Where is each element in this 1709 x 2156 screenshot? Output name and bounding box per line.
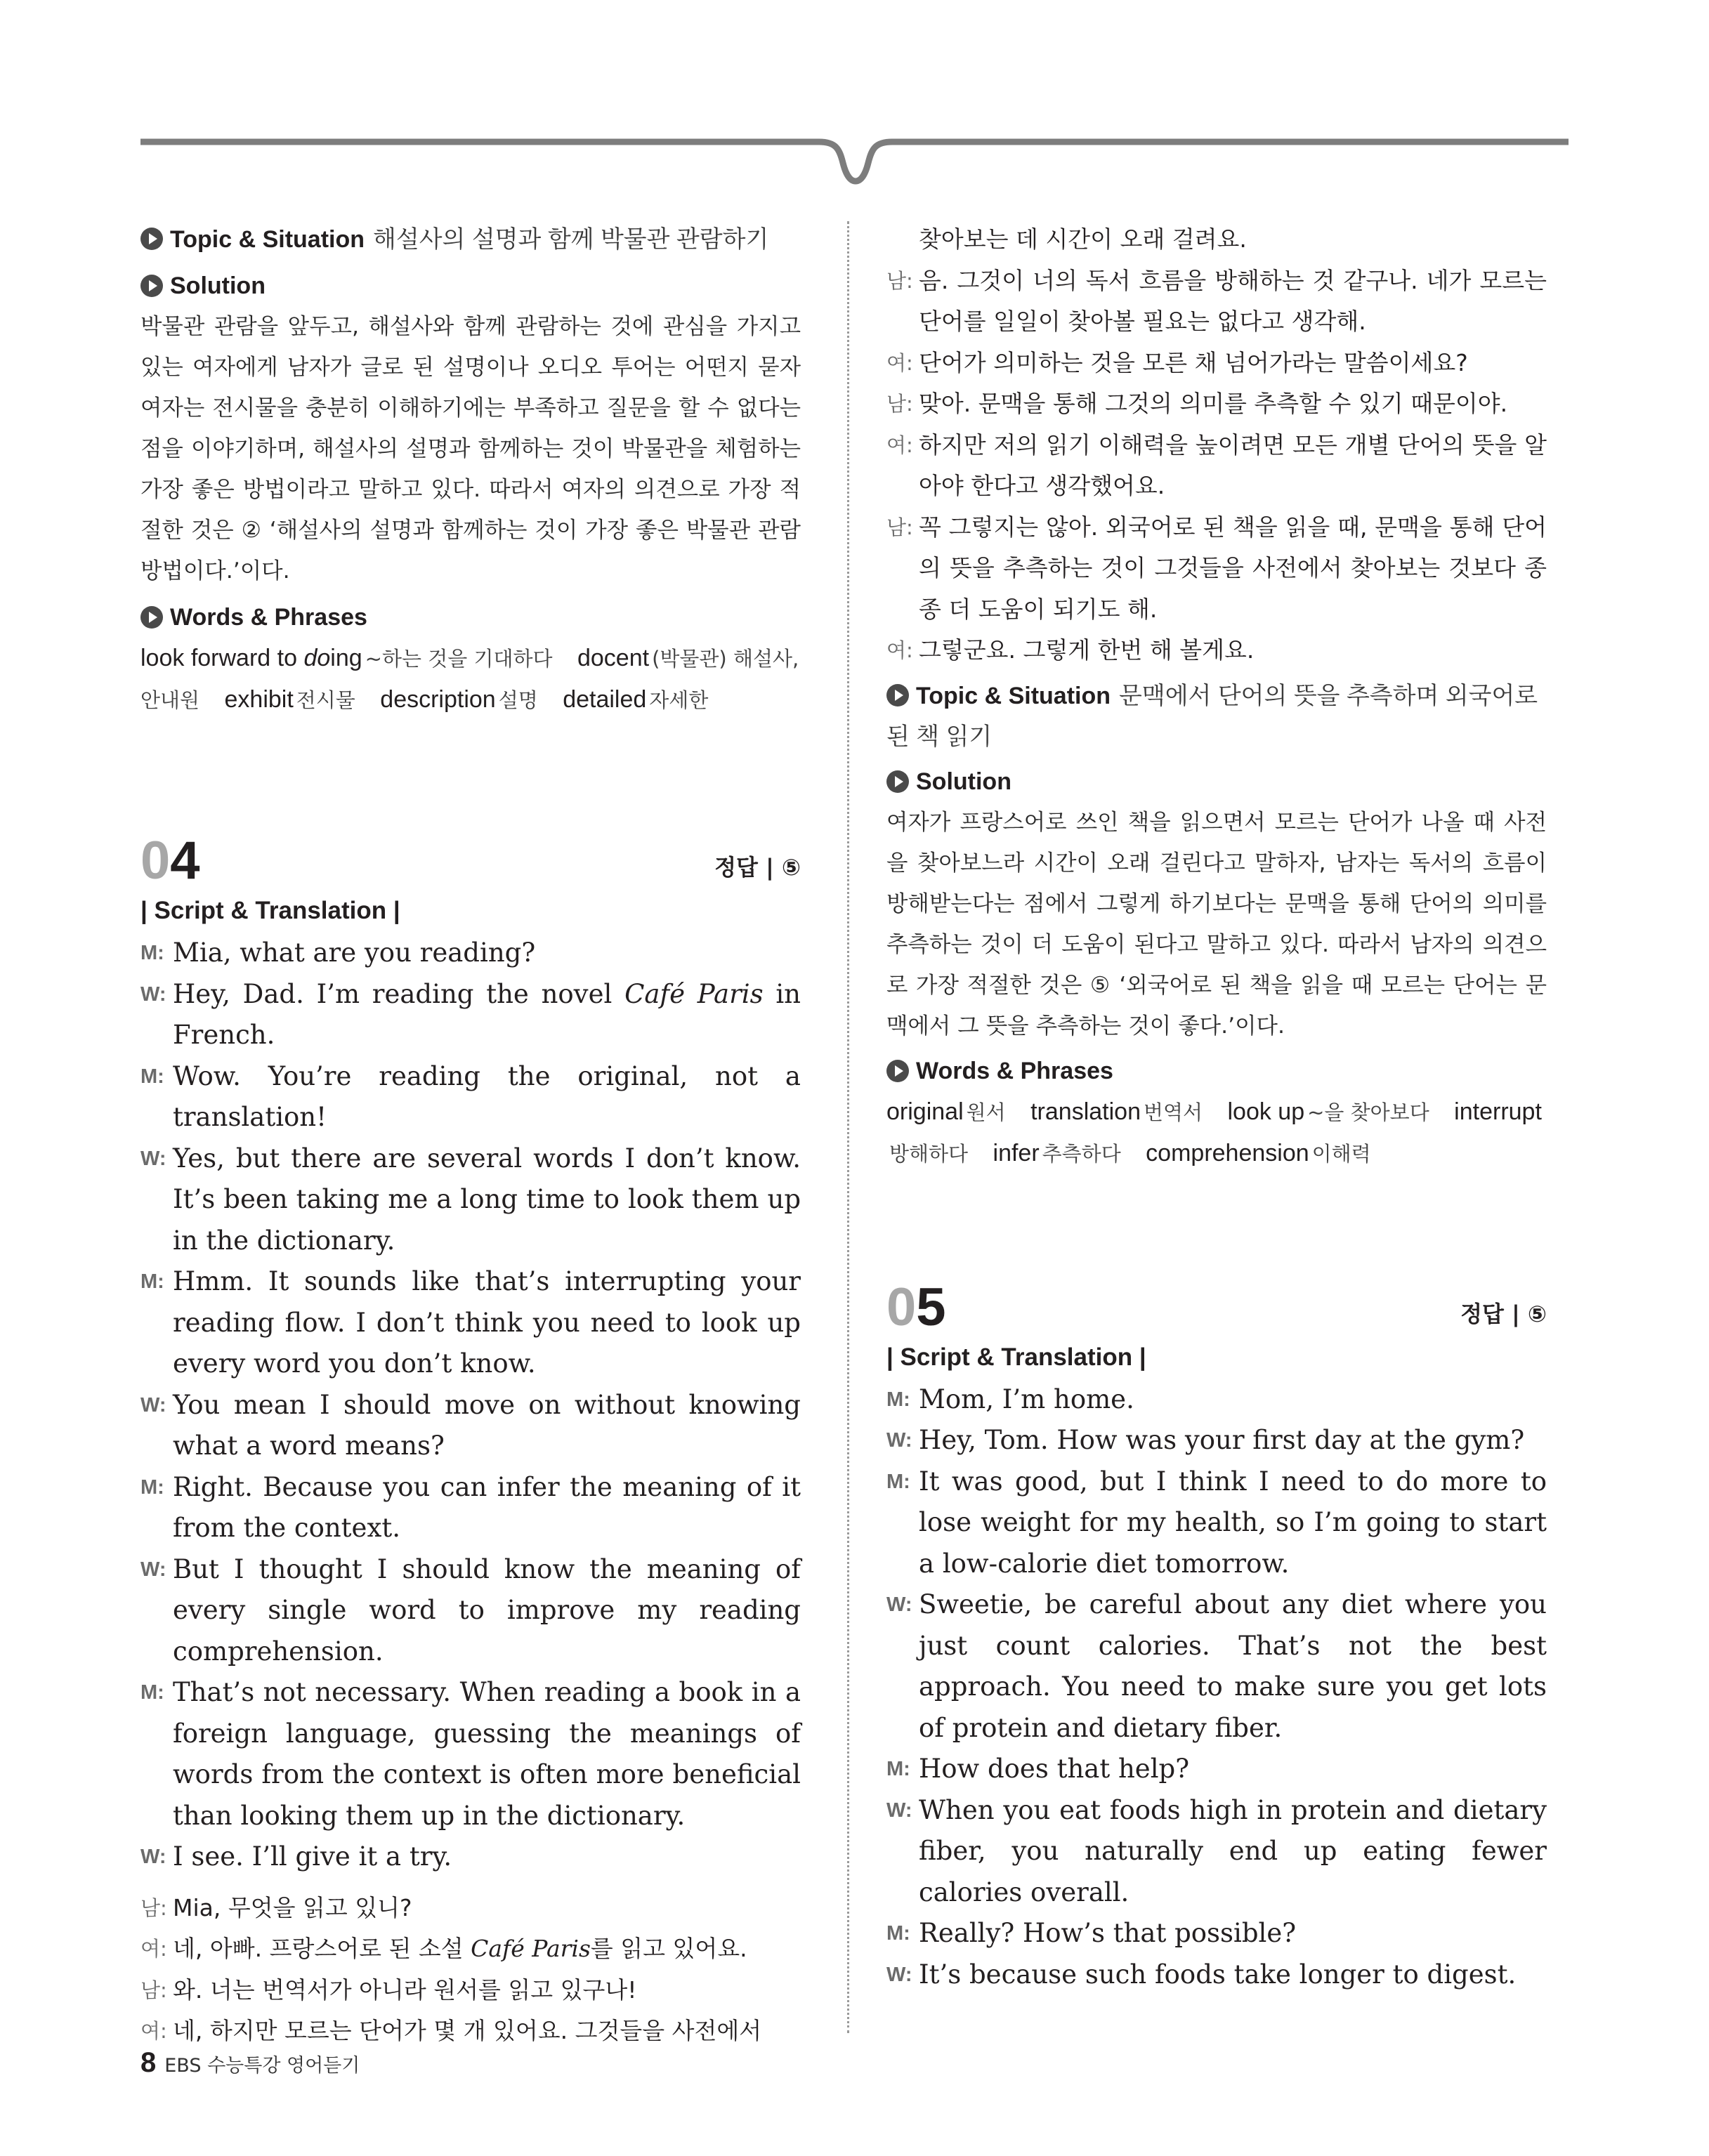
q4-topic-text: 문맥에서 단어의 뜻을 추측하며 외국어로 된 책 읽기 — [886, 682, 1538, 750]
q3-words-label: Words & Phrases — [170, 604, 367, 631]
dialogue-line: M: Mom, I’m home. — [886, 1383, 1134, 1414]
q4-word-4-en: interrupt — [1454, 1098, 1542, 1125]
q5-answer: 정답 | ⑤ — [1460, 1300, 1547, 1327]
dialogue-line: W: I see. I’ll give it a try. — [140, 1841, 452, 1872]
q4-solution-label: Solution — [916, 768, 1011, 795]
right-column — [886, 219, 1547, 1995]
dialogue-line: W: You mean I should move on without knowing what a word means? — [140, 1389, 801, 1461]
dialogue-line: M: Right. Because you can infer the meaning of it from the context. — [140, 1471, 801, 1543]
q4-topic-label: Topic & Situation — [916, 682, 1111, 709]
dialogue-line: M: That’s not necessary. When reading a book in a foreign language, guessing the meanings of words from the context is often more beneficial than looking them up in the dictionary. — [140, 1677, 801, 1831]
q3-topic — [140, 219, 801, 260]
left-column — [140, 219, 801, 2052]
q3-solution-text: 박물관 관람을 앞두고, 해설사와 함께 관람하는 것에 관심을 가지고 있는 여자에게 남자가 글로 된 설명이나 오디오 투어는 어떤지 묻자 여자는 전시물을 충분히 이해하기에는 부족하고 질문을 할 수 없다는 점을 이야기하며, 해설사의 설명과 함께하는 것이 박물관을 체험하는 가장 좋은 방법이라고 말하고 있다. 따라서 여자의 의견으로 가장 적절한 것은 ② ‘해설사의 설명과 함께하는 것이 가장 좋은 박물관 관람 방법이다.’이다. — [140, 314, 801, 584]
page-footer — [140, 2047, 360, 2079]
dialogue-line: M: It was good, but I think I need to do more to lose weight for my health, so I’m going to start a low-calorie diet tomorrow. — [886, 1466, 1547, 1579]
dialogue-line: M: Wow. You’re reading the original, not a translation! — [140, 1060, 801, 1132]
q4-word-3-en: look up — [1227, 1098, 1305, 1125]
q4-answer: 정답 | ⑤ — [714, 854, 801, 881]
q4-word-6-en: comprehension — [1146, 1139, 1309, 1166]
q4-words-label: Words & Phrases — [916, 1057, 1113, 1084]
dialogue-line: W: Sweetie, be careful about any diet where you just count calories. That’s not the best approach. You need to make sure you get lots of protein and dietary fiber. — [886, 1589, 1547, 1743]
q3-word-5-en: detailed — [563, 686, 647, 713]
q4-word-1-kr: 원서 — [966, 1100, 1006, 1124]
q3-words-heading — [140, 597, 801, 638]
q4-word-4-kr: 방해하다 — [889, 1141, 969, 1166]
q4-word-5-en: infer — [993, 1139, 1040, 1166]
q4-solution-text: 여자가 프랑스어로 쓰인 책을 읽으면서 모르는 단어가 나올 때 사전을 찾아보느라 시간이 오래 걸린다고 말하자, 남자는 독서의 흐름이 방해받는다는 점에서 그렇게 하기보다는 문맥을 통해 단어의 의미를 추측하는 것이 더 도움이 된다고 말하고 있다. 따라서 남자의 의견으로 가장 적절한 것은 ⑤ ‘외국어로 된 책을 읽을 때 모르는 단어는 문맥에서 그 뜻을 추측하는 것이 좋다.’이다. — [886, 809, 1547, 1039]
play-arrow-icon — [140, 275, 163, 297]
dialogue-line: W: It’s because such foods take longer to digest. — [886, 1959, 1517, 1990]
translation-continuation: 찾아보는 데 시간이 오래 걸려요. — [919, 225, 1247, 253]
q4-solution-heading — [886, 761, 1547, 802]
dialogue-line: W: But I thought I should know the meaning of every single word to improve my reading comprehension. — [140, 1553, 801, 1667]
play-arrow-icon — [140, 228, 163, 250]
dialogue-line: W: Hey, Dad. I’m reading the novel Café Paris in French. — [140, 978, 801, 1050]
q4-word-5-kr: 추측하다 — [1042, 1141, 1121, 1166]
play-arrow-icon — [886, 1060, 909, 1082]
dialogue-line: W: Hey, Tom. How was your first day at the gym? — [886, 1425, 1525, 1455]
q4-script-label: | Script & Translation | — [140, 897, 400, 924]
q3-solution-heading — [140, 265, 801, 306]
q4-words-heading — [886, 1051, 1547, 1091]
q4-word-1-en: original — [886, 1098, 964, 1125]
dialogue-line: W: Yes, but there are several words I don’t know. It’s been taking me a long time to look them up in the dictionary. — [140, 1143, 801, 1256]
q3-word-4-kr: 설명 — [498, 688, 538, 712]
translation-line: 여: 네, 하지만 모르는 단어가 몇 개 있어요. 그것들을 사전에서 — [140, 2017, 762, 2044]
play-arrow-icon — [886, 770, 909, 793]
q5-header — [886, 1277, 1547, 1337]
q3-word-5-kr: 자세한 — [649, 688, 709, 712]
book-title: EBS 수능특강 영어듣기 — [164, 2055, 360, 2077]
q4-words-list — [886, 1091, 1547, 1174]
column-divider — [847, 221, 849, 2033]
q4-script — [140, 933, 801, 1878]
translation-line: 여: 그렇군요. 그렇게 한번 해 볼게요. — [886, 636, 1255, 664]
q3-word-3-en: exhibit — [224, 686, 294, 713]
play-arrow-icon — [886, 684, 909, 706]
dialogue-line: M: Hmm. It sounds like that’s interrupting your reading flow. I don’t think you need to look up every word you don’t know. — [140, 1266, 801, 1379]
dialogue-line: M: Really? How’s that possible? — [886, 1918, 1297, 1948]
translation-line: 남: 와. 너는 번역서가 아니라 원서를 읽고 있구나! — [140, 1976, 637, 2004]
q3-word-1-en: look forward to doing — [140, 645, 362, 671]
q4-topic — [886, 676, 1547, 757]
q4-number: 04 — [140, 831, 200, 890]
q3-word-3-kr: 전시물 — [296, 688, 355, 712]
q3-topic-label: Topic & Situation — [170, 226, 365, 253]
header-rule — [0, 0, 1709, 211]
q3-word-2-en: docent — [577, 645, 650, 671]
q3-word-1-kr: ~하는 것을 기대하다 — [365, 647, 553, 671]
q3-word-2-kr: (박물관) 해설사, 안내원 — [140, 647, 799, 712]
page-number: 8 — [140, 2047, 157, 2078]
q4-header — [140, 833, 801, 889]
q5-script — [886, 1379, 1547, 1996]
translation-line: 여: 하지만 저의 읽기 이해력을 높이려면 모든 개별 단어의 뜻을 알아야 한다고 생각했어요. — [886, 430, 1547, 499]
dialogue-line: W: When you eat foods high in protein and dietary fiber, you naturally end up eating fewer calories overall. — [886, 1794, 1547, 1907]
q3-solution-label: Solution — [170, 272, 266, 299]
play-arrow-icon — [140, 606, 163, 629]
q4-word-6-kr: 이해력 — [1311, 1141, 1371, 1166]
q4-word-2-kr: 번역서 — [1143, 1100, 1203, 1124]
dialogue-line: M: Mia, what are you reading? — [140, 938, 536, 968]
translation-line: 여: 단어가 의미하는 것을 모른 채 넘어가라는 말씀이세요? — [886, 348, 1468, 376]
dialogue-line: M: How does that help? — [886, 1754, 1190, 1784]
q3-words-list — [140, 638, 801, 721]
q4-word-2-en: translation — [1030, 1098, 1141, 1125]
translation-line: 남: 음. 그것이 너의 독서 흐름을 방해하는 것 같구나. 네가 모르는 단어를 일일이 찾아볼 필요는 없다고 생각해. — [886, 266, 1547, 335]
q4-translation — [140, 1888, 801, 2052]
q3-topic-text: 해설사의 설명과 함께 박물관 관람하기 — [373, 226, 769, 253]
q5-number: 05 — [886, 1277, 946, 1337]
translation-line: 남: 꼭 그렇지는 않아. 외국어로 된 책을 읽을 때, 문맥을 통해 단어의 뜻을 추측하는 것이 그것들을 사전에서 찾아보는 것보다 종종 더 도움이 되기도 해. — [886, 513, 1547, 623]
q3-word-4-en: description — [380, 686, 496, 713]
translation-line: 남: 맞아. 문맥을 통해 그것의 의미를 추측할 수 있기 때문이야. — [886, 390, 1508, 417]
translation-line: 여: 네, 아빠. 프랑스어로 된 소설 Café Paris를 읽고 있어요. — [140, 1935, 747, 1962]
q4-word-3-kr: ~을 찾아보다 — [1307, 1100, 1429, 1124]
translation-line: 남: Mia, 무엇을 읽고 있니? — [140, 1893, 412, 1921]
q5-script-label: | Script & Translation | — [886, 1343, 1146, 1371]
